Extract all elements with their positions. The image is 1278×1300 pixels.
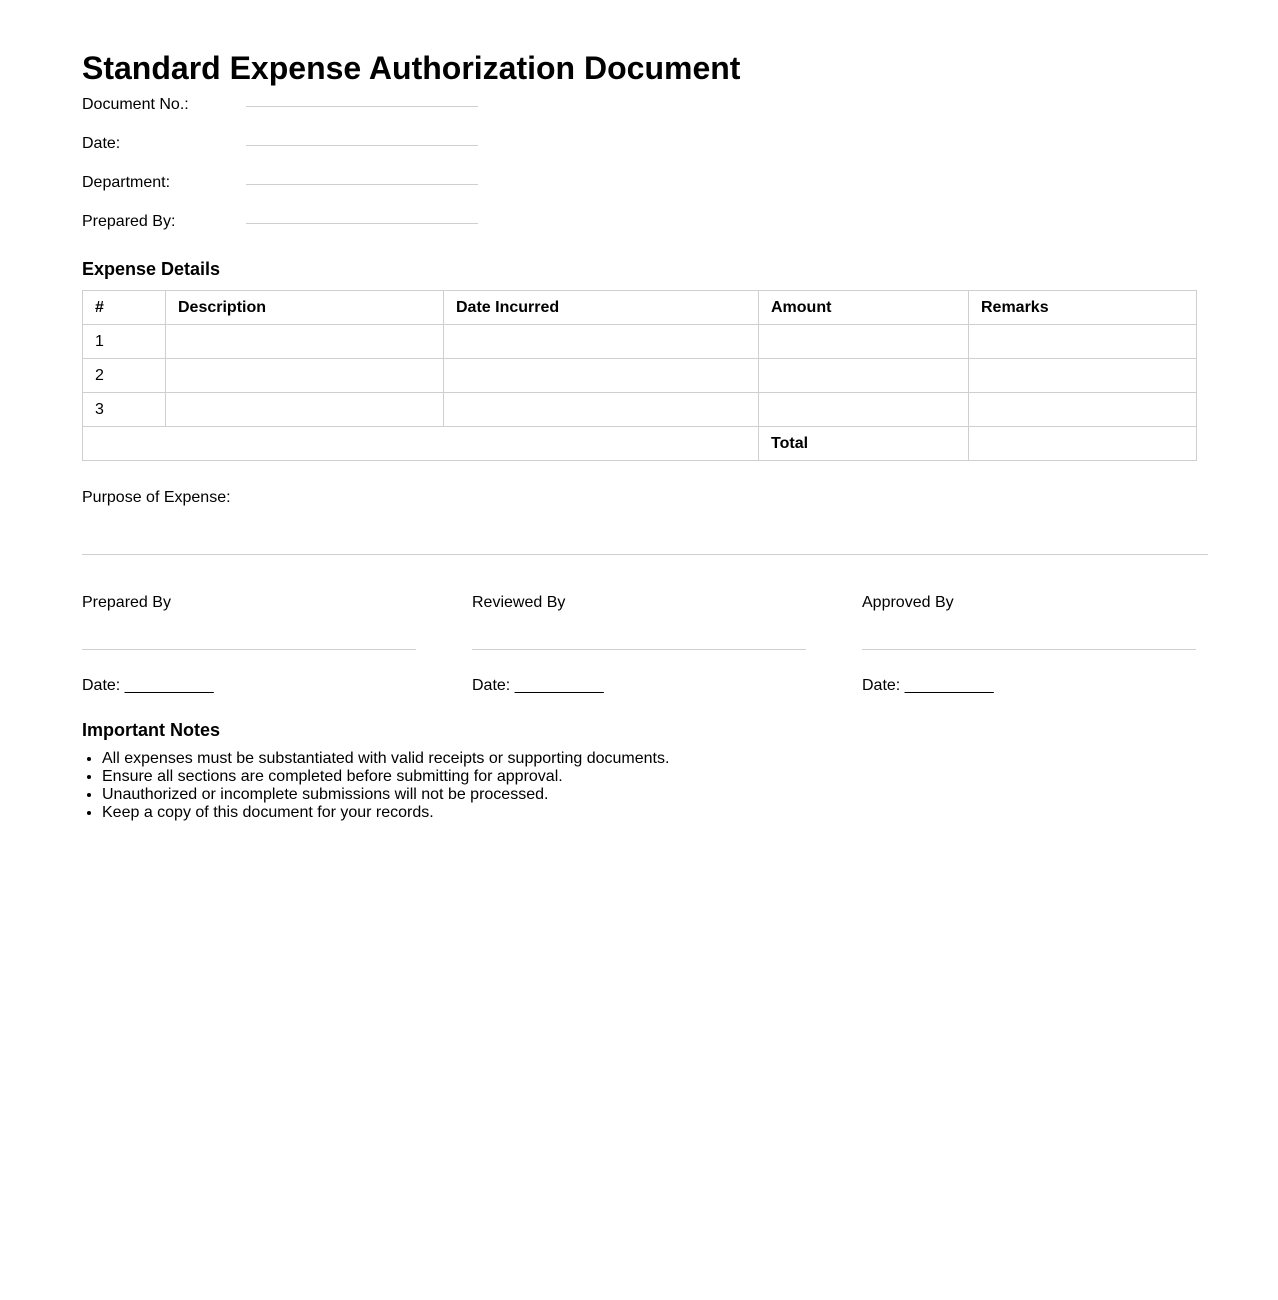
list-item: • Unauthorized or incomplete submissions will not be processed.: [102, 786, 1102, 804]
description-cell[interactable]: [166, 359, 444, 393]
date-input-line[interactable]: [246, 145, 478, 146]
description-cell[interactable]: [166, 393, 444, 427]
amount-cell[interactable]: [759, 325, 969, 359]
signature-line[interactable]: [472, 649, 806, 650]
column-header-remarks: Remarks: [969, 291, 1197, 325]
department-label: Department:: [82, 174, 171, 191]
important-notes-heading: Important Notes: [82, 720, 221, 740]
prepared-by-input-line[interactable]: [246, 223, 478, 224]
table-row: [83, 393, 1197, 427]
date-incurred-cell[interactable]: [444, 393, 759, 427]
signature-label: Prepared By: [82, 594, 171, 611]
total-amount-cell[interactable]: [969, 427, 1197, 461]
purpose-of-expense-input-line[interactable]: [82, 554, 1208, 555]
total-label: Total: [759, 427, 969, 461]
prepared-by-field: [82, 210, 482, 234]
department-input-line[interactable]: [246, 184, 478, 185]
row-number-cell: 2: [83, 359, 166, 393]
purpose-of-expense-label: Purpose of Expense:: [82, 489, 231, 506]
table-header-row: [83, 291, 1197, 325]
remarks-cell[interactable]: [969, 393, 1197, 427]
description-cell[interactable]: [166, 325, 444, 359]
expense-details-heading: Expense Details: [82, 259, 221, 279]
row-number-cell: 3: [83, 393, 166, 427]
department-field: [82, 171, 482, 195]
list-item: • All expenses must be substantiated with valid receipts or supporting documents.: [102, 750, 1102, 768]
column-header-number: #: [83, 291, 166, 325]
date-incurred-cell[interactable]: [444, 359, 759, 393]
document-number-input-line[interactable]: [246, 106, 478, 107]
total-row: [83, 427, 1197, 461]
signature-reviewed-by: [472, 591, 806, 701]
important-notes-list: [82, 750, 1102, 822]
table-row: [83, 325, 1197, 359]
document-title: Standard Expense Authorization Document: [82, 50, 741, 86]
list-item: • Ensure all sections are completed before submitting for approval.: [102, 768, 1102, 786]
date-field: [82, 132, 482, 156]
signature-line[interactable]: [82, 649, 416, 650]
signature-line[interactable]: [862, 649, 1196, 650]
expense-details-table: [82, 290, 1197, 461]
column-header-amount: Amount: [759, 291, 969, 325]
signature-prepared-by: [82, 591, 416, 701]
list-item: • Keep a copy of this document for your records.: [102, 804, 1102, 822]
total-row-spacer: [83, 427, 759, 461]
document-number-label: Document No.:: [82, 96, 189, 113]
remarks-cell[interactable]: [969, 325, 1197, 359]
row-number-cell: 1: [83, 325, 166, 359]
signature-date: Date: __________: [82, 677, 214, 694]
signature-date: Date: __________: [472, 677, 604, 694]
signature-date: Date: __________: [862, 677, 994, 694]
table-row: [83, 359, 1197, 393]
remarks-cell[interactable]: [969, 359, 1197, 393]
signature-approved-by: [862, 591, 1196, 701]
document-number-field: [82, 93, 482, 117]
amount-cell[interactable]: [759, 359, 969, 393]
date-incurred-cell[interactable]: [444, 325, 759, 359]
column-header-description: Description: [166, 291, 444, 325]
signature-label: Reviewed By: [472, 594, 566, 611]
signature-label: Approved By: [862, 594, 954, 611]
amount-cell[interactable]: [759, 393, 969, 427]
date-label: Date:: [82, 135, 121, 152]
column-header-date-incurred: Date Incurred: [444, 291, 759, 325]
prepared-by-label: Prepared By:: [82, 213, 176, 230]
